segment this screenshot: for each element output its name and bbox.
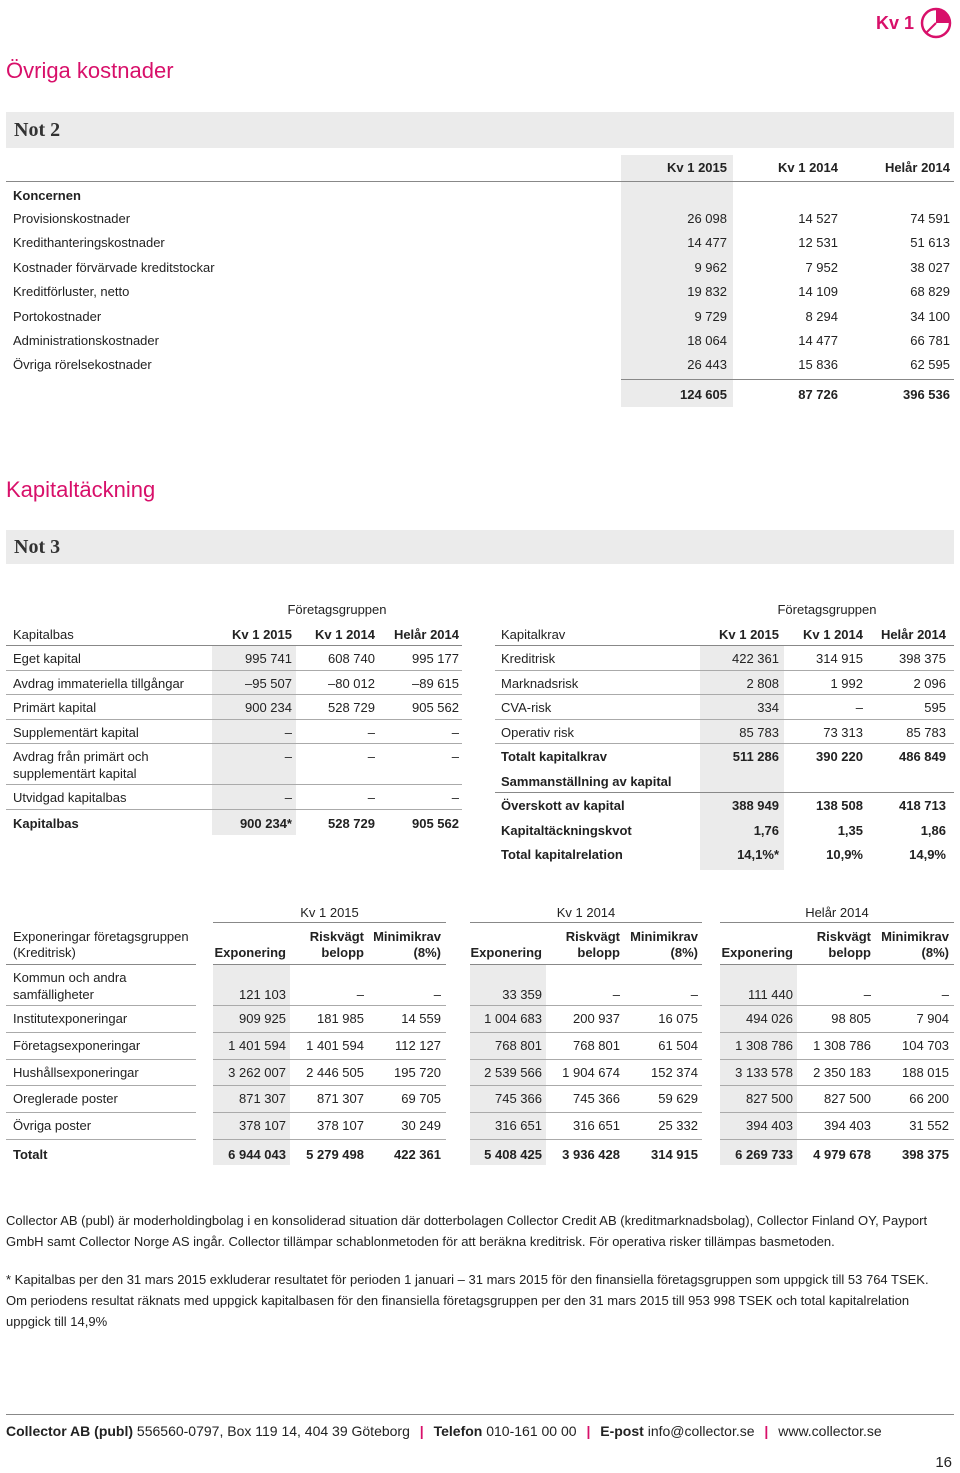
note-paragraph: Collector AB (publ) är moderholdingbolag i en konsoliderad situation där dotterbolagen Collector Credit AB (kreditmarknadsbolag), Collector Finland OY, Payport (6, 1213, 928, 1228)
cell-value: 31 552 (909, 1118, 949, 1134)
table-head: Kapitalbas (13, 627, 74, 642)
cell-value: 62 595 (910, 357, 950, 373)
cell-value: 2 539 566 (484, 1064, 542, 1080)
cell-value: 1 308 786 (735, 1037, 793, 1053)
cell-value: 30 249 (401, 1118, 441, 1134)
header-rule (6, 181, 954, 182)
cell-value: 2 446 505 (306, 1064, 364, 1080)
cell-value: 378 107 (317, 1118, 364, 1134)
cell-value: – (367, 749, 375, 764)
note-paragraph: GmbH samt Collector Norge AS ingår. Collector tillämpar schablonmetoden för att beräkna kreditrisk. För operativa risker tillämpas basmetoden. (6, 1234, 835, 1249)
row-label: Kostnader förvärvade kreditstockar (13, 259, 215, 275)
row-label: Eget kapital (13, 651, 81, 666)
row-label: Primärt kapital (13, 700, 97, 715)
footer (6, 1423, 882, 1439)
cell-value: – (690, 987, 698, 1002)
column-header: Minimikrav (630, 929, 698, 944)
cell-value: – (367, 724, 375, 740)
row-rule (213, 1085, 446, 1086)
column-header: Minimikrav (373, 929, 441, 944)
row-rule (470, 1112, 702, 1113)
row-label: CVA-risk (501, 700, 552, 715)
cell-value: 85 783 (906, 724, 946, 740)
note-label: Not 2 (14, 119, 61, 141)
cell-value: 595 (924, 700, 946, 715)
column-header: belopp (321, 945, 364, 960)
cell-value: 73 313 (823, 724, 863, 740)
total-rule (621, 379, 954, 380)
column-header: Kv 1 2015 (719, 627, 779, 642)
cell-value: 768 801 (495, 1037, 542, 1053)
row-rule (720, 1059, 954, 1060)
total-value: 511 286 (732, 749, 779, 764)
cell-value: 9 729 (694, 308, 727, 324)
cell-value: 3 133 578 (735, 1064, 793, 1080)
column-header: Exponering (214, 945, 286, 960)
summary-label: Kapitaltäckningskvot (501, 822, 632, 838)
group-label: Koncernen (13, 188, 81, 203)
row-rule (495, 743, 954, 744)
column-header: belopp (577, 945, 620, 960)
row-rule (470, 1059, 702, 1060)
total-value: 528 729 (328, 815, 375, 831)
total-label: Totalt kapitalkrav (501, 749, 607, 764)
total-value: 4 979 678 (813, 1147, 871, 1162)
cell-value: 34 100 (910, 308, 950, 324)
row-rule (720, 1139, 954, 1140)
cell-value: – (284, 749, 292, 764)
cell-value: 394 403 (824, 1118, 871, 1134)
summary-value: 1,86 (920, 822, 946, 838)
footer-address: 556560-0797, Box 119 14, 404 39 Göteborg (136, 1423, 410, 1439)
cell-value: 995 741 (245, 651, 292, 666)
footnote: Om periodens resultat räknats med uppgick kapitalbasen för den finansiella företagsgruppen per den 31 mars 2015 till 953 998 TSEK och total kapitalrelation (6, 1293, 910, 1308)
row-label: Kredithanteringskostnader (13, 235, 165, 251)
quarter-label: Kv 1 (875, 12, 914, 33)
row-label: samfälligheter (13, 987, 94, 1002)
cell-value: 905 562 (412, 700, 459, 715)
cell-value: 14 109 (798, 284, 838, 300)
footer-separator: | (419, 1423, 424, 1439)
cell-value: – (863, 987, 871, 1002)
footer-rule (6, 1414, 954, 1415)
row-label: Administrationskostnader (13, 333, 159, 348)
cell-value: 181 985 (317, 1011, 364, 1026)
column-header: Minimikrav (881, 929, 949, 944)
row-label: Kommun och andra (13, 970, 127, 985)
cell-value: 316 651 (573, 1118, 620, 1134)
table-head: (Kreditrisk) (13, 945, 76, 960)
cell-value: 38 027 (910, 259, 950, 275)
cell-value: 68 829 (910, 284, 950, 300)
cell-value: – (356, 987, 364, 1002)
row-rule (6, 670, 462, 671)
cell-value: – (284, 724, 292, 740)
cell-value: 995 177 (412, 651, 459, 666)
summary-value: 14,9% (909, 847, 946, 862)
cell-value: 394 403 (746, 1118, 793, 1134)
cell-value: – (367, 790, 375, 805)
column-header: (8%) (413, 945, 441, 960)
cell-value: –80 012 (328, 675, 375, 691)
cell-value: 422 361 (732, 651, 779, 666)
row-label: Övriga poster (13, 1118, 92, 1134)
cell-value: – (451, 790, 459, 805)
cell-value: 1 004 683 (484, 1011, 542, 1026)
cell-value: 152 374 (651, 1064, 698, 1080)
row-rule (720, 1032, 954, 1033)
total-value: 6 944 043 (228, 1147, 286, 1162)
row-label: Utvidgad kapitalbas (13, 790, 127, 805)
total-value: 486 849 (899, 749, 946, 764)
column-header: Riskvägt (565, 929, 620, 944)
summary-value: 14,1%* (737, 847, 779, 862)
row-label: Avdrag från primärt och (13, 749, 149, 764)
cell-value: – (612, 987, 620, 1002)
cell-value: 25 332 (658, 1118, 698, 1134)
column-header: Kv 1 2015 (667, 160, 727, 175)
cell-value: 69 705 (401, 1091, 441, 1107)
cell-value: 14 559 (401, 1011, 441, 1026)
column-header: Helår 2014 (884, 160, 950, 175)
column-header: Exponering (470, 945, 542, 960)
column-header: Kv 1 2014 (315, 627, 375, 642)
cell-value: 1 401 594 (228, 1037, 286, 1053)
summary-value: 418 713 (899, 798, 946, 813)
total-value: 5 408 425 (484, 1147, 542, 1162)
period-header: Kv 1 2014 (556, 905, 616, 920)
row-rule (6, 784, 462, 785)
cell-value: 1 992 (830, 675, 863, 691)
cell-value: 608 740 (328, 651, 375, 666)
row-rule (720, 1005, 954, 1006)
pie-logo-icon (920, 7, 952, 39)
row-label: Företagsexponeringar (13, 1037, 141, 1053)
row-label: Operativ risk (501, 724, 574, 740)
column-header: Helår 2014 (880, 627, 946, 642)
row-rule (720, 1085, 954, 1086)
cell-value: 316 651 (495, 1118, 542, 1134)
row-label: Supplementärt kapital (13, 724, 139, 740)
cell-value: 121 103 (239, 987, 286, 1002)
column-header: Riskvägt (309, 929, 364, 944)
summary-label: Total kapitalrelation (501, 847, 623, 862)
row-rule (6, 1059, 196, 1060)
row-rule (6, 1112, 196, 1113)
total-value: 900 234* (239, 815, 292, 831)
row-rule (470, 1032, 702, 1033)
cell-value: 1 904 674 (562, 1064, 620, 1080)
group-header: Företagsgruppen (777, 602, 877, 617)
quarter-badge (876, 6, 952, 40)
cell-value: 66 781 (910, 333, 950, 348)
table-head: Kapitalkrav (501, 627, 566, 642)
cell-value: 111 440 (747, 987, 793, 1002)
column-header: Riskvägt (816, 929, 871, 944)
total-label: Totalt (13, 1147, 48, 1162)
group-header: Företagsgruppen (287, 602, 387, 617)
footer-separator: | (764, 1423, 769, 1439)
header-rule (470, 964, 702, 965)
row-label: Hushållsexponeringar (13, 1064, 139, 1080)
total-value: 87 726 (798, 387, 838, 402)
total-value: 396 536 (903, 387, 950, 402)
cell-value: 15 836 (798, 357, 838, 373)
footer-web-link[interactable]: www.collector.se (778, 1423, 882, 1439)
row-rule (470, 1005, 702, 1006)
row-rule (6, 1032, 196, 1033)
period-header: Helår 2014 (805, 905, 869, 920)
period-rule (720, 922, 954, 923)
row-rule (6, 1085, 196, 1086)
footer-email-link[interactable]: info@collector.se (647, 1423, 755, 1439)
header-rule (495, 645, 954, 646)
row-rule (213, 1112, 446, 1113)
footer-email-label: E-post (600, 1423, 644, 1439)
cell-value: 871 307 (239, 1091, 286, 1107)
cell-value: 909 925 (239, 1011, 286, 1026)
footnote: * Kapitalbas per den 31 mars 2015 exkluderar resultatet för perioden 1 januari – 31 mars 2015 för den finansiella företagsgruppen som uppgick till 53 764 TSEK. (6, 1272, 929, 1287)
cell-value: 61 504 (658, 1037, 698, 1053)
cell-value: 3 262 007 (228, 1064, 286, 1080)
footer-company: Collector AB (publ) (6, 1423, 134, 1439)
period-header: Kv 1 2015 (300, 905, 359, 920)
row-rule (213, 1032, 446, 1033)
cell-value: 7 952 (805, 259, 838, 275)
page-number: 16 (935, 1454, 952, 1471)
cell-value: 98 805 (831, 1011, 871, 1026)
cell-value: 9 962 (694, 259, 727, 275)
cell-value: – (451, 749, 459, 764)
total-value: 398 375 (902, 1147, 949, 1162)
cell-value: 18 064 (687, 333, 727, 348)
cell-value: 85 783 (739, 724, 779, 740)
cell-value: 12 531 (798, 235, 838, 251)
column-header: Helår 2014 (393, 627, 459, 642)
row-rule (470, 1085, 702, 1086)
cell-value: 195 720 (394, 1064, 441, 1080)
cell-value: 2 096 (913, 675, 946, 691)
cell-value: 8 294 (805, 308, 838, 324)
row-rule (6, 694, 462, 695)
column-header: Kv 1 2014 (778, 160, 838, 175)
row-label: Kreditrisk (501, 651, 556, 666)
cell-value: 14 527 (798, 211, 838, 226)
cell-value: 314 915 (816, 651, 863, 666)
row-rule (6, 719, 462, 720)
period-rule (213, 922, 446, 923)
row-rule (6, 1005, 196, 1006)
summary-value: 138 508 (816, 798, 863, 813)
cell-value: 14 477 (798, 333, 838, 348)
row-label: Avdrag immateriella tillgångar (13, 675, 185, 691)
cell-value: 74 591 (910, 211, 950, 226)
column-header: (8%) (670, 945, 698, 960)
cell-value: 745 366 (573, 1091, 620, 1107)
cell-value: – (284, 790, 292, 805)
table-head: Exponeringar företagsgruppen (13, 929, 189, 944)
row-label: Kreditförluster, netto (13, 284, 130, 300)
cell-value: 528 729 (328, 700, 375, 715)
footer-phone: 010-161 00 00 (486, 1423, 577, 1439)
cell-value: 871 307 (317, 1091, 364, 1107)
cell-value: 378 107 (239, 1118, 286, 1134)
summary-value: 1,76 (753, 822, 779, 838)
note-bar-2 (6, 112, 954, 148)
cell-value: 188 015 (902, 1064, 949, 1080)
period-rule (470, 922, 702, 923)
cell-value: 16 075 (658, 1011, 698, 1026)
header-rule (6, 964, 196, 965)
cell-value: 900 234 (245, 700, 292, 715)
row-rule (470, 1139, 702, 1140)
cell-value: –89 615 (412, 675, 459, 691)
footer-phone-label: Telefon (433, 1423, 483, 1439)
cell-value: –95 507 (245, 675, 292, 691)
cell-value: 200 937 (573, 1011, 620, 1026)
row-rule (495, 670, 954, 671)
cell-value: 33 359 (502, 987, 542, 1002)
cell-value: 2 350 183 (813, 1064, 871, 1080)
row-label: Marknadsrisk (501, 675, 579, 691)
row-rule (6, 1139, 196, 1140)
total-label: Kapitalbas (13, 815, 79, 831)
row-rule (6, 743, 462, 744)
row-rule (6, 809, 462, 810)
summary-rule (495, 792, 954, 793)
total-value: 124 605 (680, 387, 727, 402)
cell-value: 19 832 (687, 284, 727, 300)
cell-value: 112 127 (394, 1037, 441, 1053)
summary-value: 1,35 (837, 822, 863, 838)
total-value: 5 279 498 (306, 1147, 364, 1162)
highlight-column (212, 645, 296, 835)
cell-value: 494 026 (746, 1011, 793, 1026)
summary-label: Överskott av kapital (501, 798, 625, 813)
cell-value: 1 401 594 (306, 1037, 364, 1053)
row-label: Oreglerade poster (13, 1091, 118, 1107)
cell-value: – (433, 987, 441, 1002)
footnote: uppgick till 14,9% (6, 1314, 108, 1329)
cell-value: 745 366 (495, 1091, 542, 1107)
column-header: (8%) (921, 945, 949, 960)
total-value: 422 361 (394, 1147, 441, 1162)
row-label: Portokostnader (13, 308, 102, 324)
header-rule (720, 964, 954, 965)
row-rule (213, 1059, 446, 1060)
header-rule (213, 964, 446, 965)
column-header: belopp (828, 945, 871, 960)
summary-value: 388 949 (732, 798, 779, 813)
total-value: 6 269 733 (735, 1147, 793, 1162)
cell-value: 2 808 (746, 675, 779, 691)
column-header: Kv 1 2015 (232, 627, 292, 642)
cell-value: – (941, 987, 949, 1002)
row-label: Institutexponeringar (13, 1011, 128, 1026)
cell-value: 768 801 (573, 1037, 620, 1053)
summary-value: 10,9% (826, 847, 863, 862)
cell-value: 334 (757, 700, 779, 715)
cell-value: 26 098 (687, 211, 727, 226)
row-rule (495, 719, 954, 720)
total-value: 314 915 (651, 1147, 698, 1162)
note-label: Not 3 (14, 536, 61, 558)
cell-value: 1 308 786 (813, 1037, 871, 1053)
total-value: 3 936 428 (562, 1147, 620, 1162)
row-rule (495, 694, 954, 695)
cell-value: 104 703 (902, 1037, 949, 1053)
cell-value: 7 904 (916, 1011, 949, 1026)
column-header: Exponering (721, 945, 793, 960)
notes (6, 1210, 954, 1332)
cell-value: 66 200 (909, 1091, 949, 1107)
section-title-kapital: Kapitaltäckning (6, 477, 156, 502)
cell-value: 26 443 (687, 357, 727, 373)
row-rule (213, 1005, 446, 1006)
row-label: supplementärt kapital (13, 766, 137, 781)
cell-value: 398 375 (899, 651, 946, 666)
section-title-ovriga: Övriga kostnader (6, 58, 174, 83)
row-label: Provisionskostnader (13, 211, 131, 226)
total-value: 390 220 (816, 749, 863, 764)
cell-value: 51 613 (910, 235, 950, 251)
cell-value: – (855, 700, 863, 715)
cell-value: 827 500 (746, 1091, 793, 1107)
cell-value: 827 500 (824, 1091, 871, 1107)
note-bar-3 (6, 530, 954, 564)
column-header: Kv 1 2014 (803, 627, 863, 642)
header-rule (6, 645, 462, 646)
cell-value: 59 629 (658, 1091, 698, 1107)
footer-separator: | (586, 1423, 591, 1439)
row-label: Övriga rörelsekostnader (13, 357, 152, 373)
cell-value: – (451, 724, 459, 740)
row-rule (720, 1112, 954, 1113)
row-rule (213, 1139, 446, 1140)
summary-head: Sammanställning av kapital (501, 773, 672, 789)
cell-value: 14 477 (687, 235, 727, 251)
total-value: 905 562 (412, 815, 459, 831)
